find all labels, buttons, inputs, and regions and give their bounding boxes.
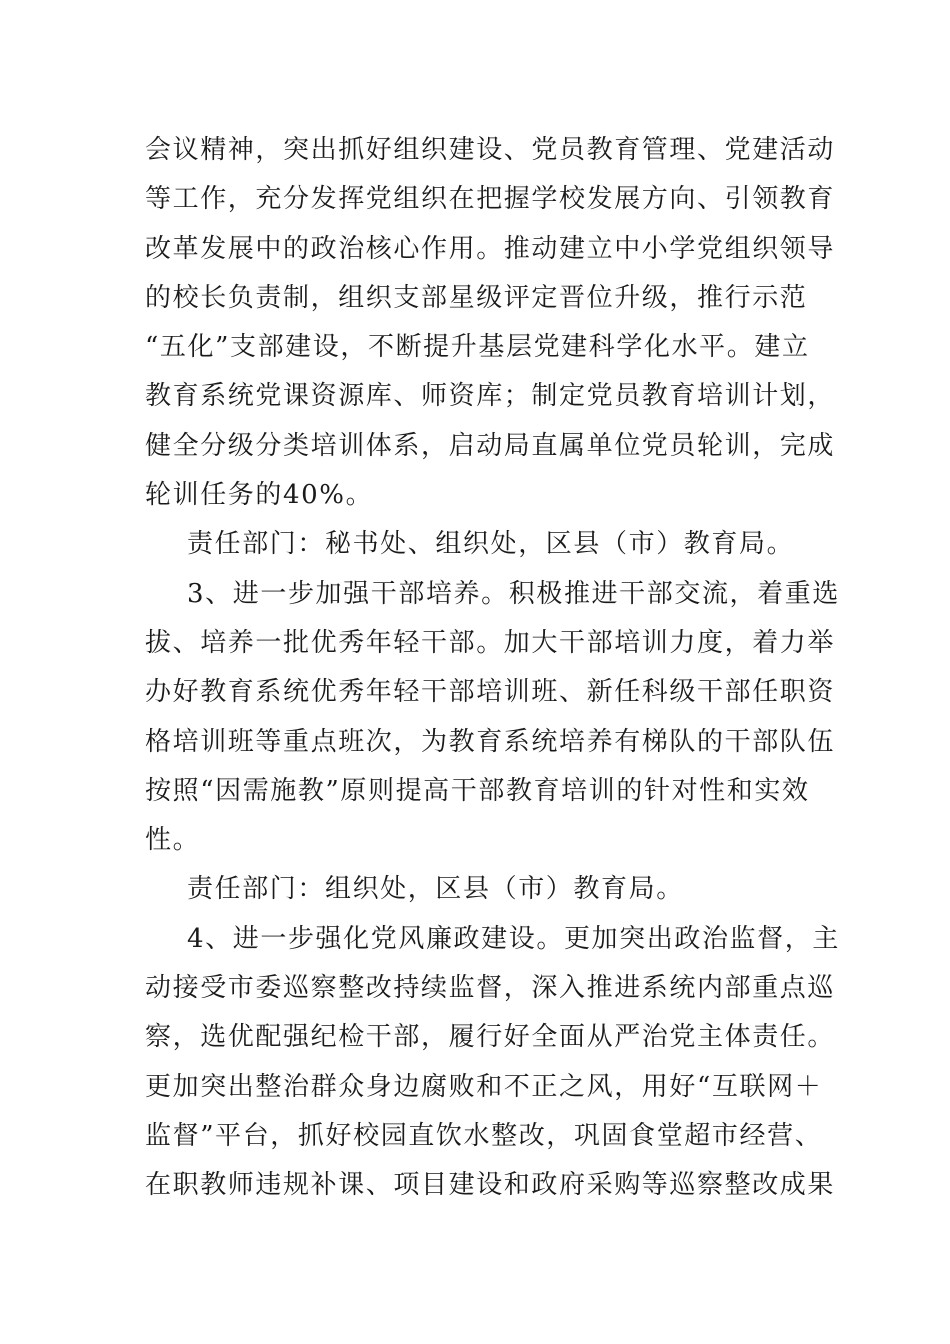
text-line: 的校长负责制，组织支部星级评定晋位升级，推行示范 — [145, 282, 808, 313]
text-line: 按照“因需施教”原则提高干部教育培训的针对性和实效 — [145, 775, 810, 806]
text-line: 更加突出整治群众身边腐败和不正之风，用好“互联网＋ — [145, 1071, 823, 1102]
text-line: 健全分级分类培训体系，启动局直属单位党员轮训，完成 — [145, 430, 836, 461]
text-line: “五化”支部建设，不断提升基层党建科学化水平。建立 — [145, 332, 810, 363]
responsibility-line: 责任部门：秘书处、组织处，区县（市）教育局。 — [187, 529, 795, 560]
section-heading-line: 3、进一步加强干部培养。积极推进干部交流，着重选 — [187, 578, 840, 609]
text-line: 在职教师违规补课、项目建设和政府采购等巡察整改成果 — [145, 1170, 836, 1201]
text-line: 等工作，充分发挥党组织在把握学校发展方向、引领教育 — [145, 184, 836, 215]
responsibility-line: 责任部门：组织处，区县（市）教育局。 — [187, 874, 684, 905]
text-line: 拔、培养一批优秀年轻干部。加大干部培训力度，着力举 — [145, 627, 836, 658]
text-line: 轮训任务的40%。 — [145, 480, 374, 511]
text-line: 性。 — [145, 825, 201, 856]
text-line: 格培训班等重点班次，为教育系统培养有梯队的干部队伍 — [145, 726, 836, 757]
text-line: 教育系统党课资源库、师资库；制定党员教育培训计划， — [145, 381, 836, 412]
text-line: 监督”平台，抓好校园直饮水整改，巩固食堂超市经营、 — [145, 1120, 823, 1151]
text-line: 办好教育系统优秀年轻干部培训班、新任科级干部任职资 — [145, 677, 836, 708]
text-line: 察，选优配强纪检干部，履行好全面从严治党主体责任。 — [145, 1022, 836, 1053]
text-line: 改革发展中的政治核心作用。推动建立中小学党组织领导 — [145, 233, 836, 264]
section-heading-line: 4、进一步强化党风廉政建设。更加突出政治监督，主 — [187, 923, 840, 954]
text-line: 动接受市委巡察整改持续监督，深入推进系统内部重点巡 — [145, 973, 836, 1004]
document-body — [145, 126, 840, 1211]
text-line: 会议精神，突出抓好组织建设、党员教育管理、党建活动 — [145, 135, 836, 165]
